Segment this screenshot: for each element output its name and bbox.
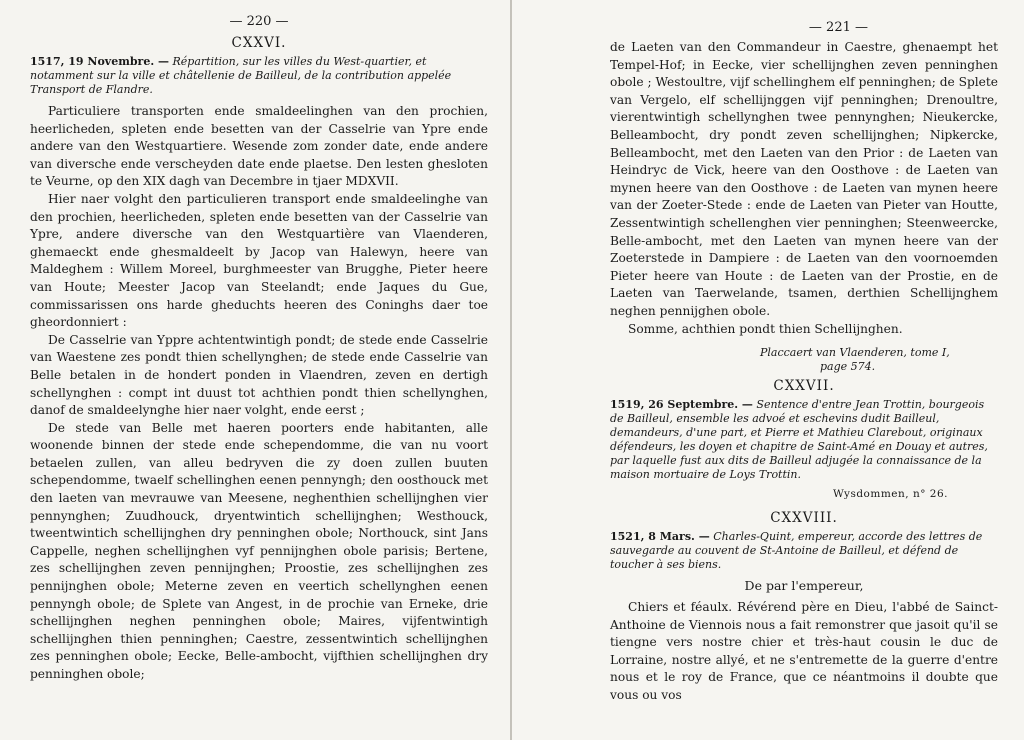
section-summary-cxxvi — [30, 55, 488, 97]
summary-description-3: Charles-Quint, empereur, accorde des lettres de sauvegarde au couvent de St-Antoine de Bailleul, et défend de toucher à ses biens. — [610, 530, 983, 572]
left-page — [0, 0, 510, 740]
paragraph-1: Particuliere transporten ende smaldeelinghen van den prochien, heerlicheden, spleten ende besetten van der Casselrie van Ypre ende andere van den Westquartiere. Wesende zom zonder date, ende andere van diversche ende verscheyden date ende plaetse. Den lesten ghesloten te Veurne, op den XIX dagh van Decembre in tjaer MDXVII. — [30, 104, 488, 189]
salutation: De par l'empereur, — [744, 578, 864, 594]
summary-date-2: 1519, 26 Septembre. — — [610, 398, 753, 412]
section-heading-cxxvi: CXXVI. — [231, 35, 287, 51]
section-heading-cxxvii: CXXVII. — [773, 378, 835, 395]
source-line-1: Placcaert van Vlaenderen, tome I, — [760, 346, 950, 360]
summary-description: Répartition, sur les villes du West-quartier, et notamment sur la ville et châtellenie de Bailleul, de la contribution appelée Transport de Flandre. — [30, 55, 452, 96]
continuation-paragraph: de Laeten van den Commandeur in Caestre, ghenaempt het Tempel-Hof; in Eecke, vier schellijnghen zeven penninghen obole ; Westoultre, vijf schellinghem elf penninghen; de Splete van Vergelo, elf schellijnggen vijf penninghen; Drenoultre, vierentwintigh schellynghen twee pennynghen; Nieukercke, Belleambocht, dry pondt zeven schellijnghen; Nipkercke, Belleambocht, met den Laeten van den Prior : de Laeten van Heindryc de Vick, heere van den Oosthove : de Laeten van mynen heere van den Oosthove : de Laeten van mynen heere van der Zoeter-Stede : ende de Laeten van Pieter van Houtte, Zessentwintigh schellenghen vier penninghen; Steenweercke, Belle-ambocht, met den Laeten van mynen heere van der Zoeterstede in Dampiere : de Laeten van den voornoemden Pieter heere van Houte : de Laeten van der Prostie, en de Laeten van Taerwelande, tsamen, derthien Schellijnghem neghen pennijghen obole. — [610, 40, 998, 318]
paragraph-2: Hier naer volght den particulieren transport ende smaldeelinghe van den prochien, heerlicheden, spleten ende besetten van der Casselrie van Ypre, andere diversche van den Westquartière van Vlaenderen, ghemaeckt ende ghesmaldeelt by Jacop van Halewyn, heere van Maldeghem : Willem Moreel, burghmeester van Brugghe, Pieter heere van Houte; Meester Jacop van Steelandt; ende Jaques du Gue, commissarissen ons harde gheduchts heeren des Coninghs daer toe gheordonniert : — [30, 191, 488, 330]
section-summary-cxxviii — [610, 530, 998, 572]
total-line: Somme, achthien pondt thien Schellijnghen. — [628, 321, 903, 336]
page-number-left: — 220 — — [229, 14, 289, 29]
source-line-2: page 574. — [820, 360, 876, 374]
letter-paragraph: Chiers et féaulx. Révérend père en Dieu, l'abbé de Sainct-Anthoine de Viennois nous a fait remonstrer que jasoit qu'il se tiengne vers nostre chier et très-haut cousin le duc de Lorraine, nostre allyé, et ne s'entremette de la guerre d'entre nous et le roy de France, que ce néantmoins il doubte que vous ou vos — [610, 600, 998, 703]
source-citation — [610, 346, 998, 374]
paragraph-3: De Casselrie van Yppre achtentwintigh pondt; de stede ende Casselrie van Waestene zes pondt thien schellynghen; de stede ende Casselrie van Belle betalen in de hondert ponden in Vlaendren, zeven en dertigh schellynghen : compt int duust tot achthien pondt thien schellynghen, danof de smaldeelynghe hier naer volght, ende eerst ; — [30, 332, 488, 418]
witness-citation: Wysdommen, n° 26. — [832, 488, 948, 501]
right-page — [512, 0, 1024, 740]
section-summary-cxxvii — [610, 398, 998, 482]
section-heading-cxxviii: CXXVIII. — [770, 510, 838, 527]
page-number-right: — 221 — — [808, 20, 868, 35]
paragraph-4: De stede van Belle met haeren poorters ende habitanten, alle woonende binnen der stede ende schependomme, die van nu voort betaelen zullen, van alleu bedryven die zy doen zullen buuten schependomme, twaelf schellinghen eenen pennyngh; den oosthouck met den laeten van mevrauwe van Meesene, neghenthien schellijnghen vier pennynghen; Zuudhouck, dryentwintich schellijnghen; Westhouck, tweentwintich schellijnghen dry penninghen obole; Northouck, sint Jans Cappelle, neghen schellijnghen vyf pennijnghen obole parisis; Bertene, zes schellijnghen zeven pennijnghen; Proostie, zes schellijnghen zes pennijnghen obole; Meterne zeven en veertich schellynghen eenen pennyngh obole; de Splete van Angest, in de prochie van Ernekе, drie schellijnghen neghen penninghen obole; Maires, vijfentwintigh schellijnghen thien penninghen; Caestre, zessentwintich schellijnghen zes penninghen obole; Eecke, Belle-ambocht, vijfthien schellijnghen dry penninghen obole; — [30, 420, 488, 681]
summary-date: 1517, 19 Novembre. — — [30, 55, 169, 68]
summary-description-2: Sentence d'entre Jean Trottin, bourgeois de Bailleul, ensemble les advoé et eschevins dudit Bailleul, demandeurs, d'une part, et Pierre et Mathieu Clarebout, originaux défendeurs, les doyen et chapitre de Saint-Amé en Douay et autres, par laquelle fust aux dits de Bailleul adjugée la connaissance de la maison mortuaire de Loys Trottin. — [610, 398, 988, 482]
summary-date-3: 1521, 8 Mars. — — [610, 530, 710, 544]
